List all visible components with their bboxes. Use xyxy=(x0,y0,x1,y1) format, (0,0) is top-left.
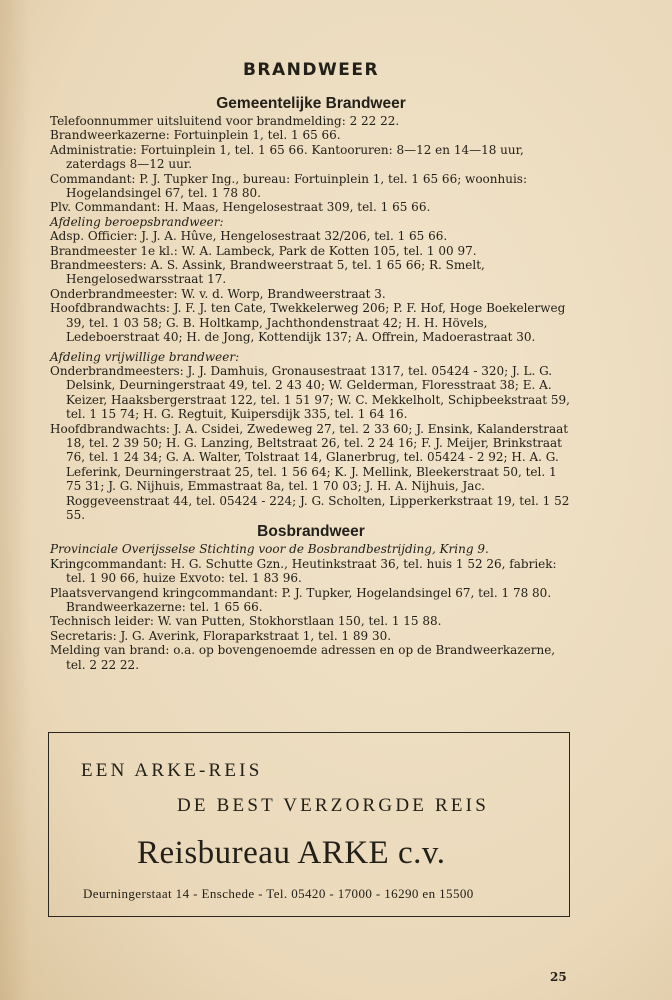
page-edge-shadow xyxy=(0,0,30,1000)
section-heading-gemeentelijk: Gemeentelijke Brandweer xyxy=(216,95,406,112)
ad-company-name: Reisbureau ARKE c.v. xyxy=(137,835,446,871)
entry-line: Brandmeesters: A. S. Assink, Brandweerstraat 5, tel. 1 65 66; R. Smelt, Hengelosedwarsstraat 17. xyxy=(50,258,485,287)
entry-line: Administratie: Fortuinplein 1, tel. 1 65 66. Kantooruren: 8—12 en 14—18 uur, zaterdags 8—12 uur. xyxy=(50,142,524,172)
entry-line: Melding van brand: o.a. op bovengenoemde adressen en op de Brandweerkazerne, tel. 2 22 22. xyxy=(50,643,556,672)
ad-address: Deurningerstaat 14 - Enschede - Tel. 05420 - 17000 - 16290 en 15500 xyxy=(83,886,474,901)
page-number: 25 xyxy=(550,970,567,984)
subsection-heading-vrijwillig: Afdeling vrijwillige brandweer: xyxy=(50,349,240,364)
entry-line: Plaatsvervangend kringcommandant: P. J. Tupker, Hogelandsingel 67, tel. 1 78 80. Brandweerkazerne: tel. 1 65 66. xyxy=(50,585,552,614)
subsection-heading-beroeps: Afdeling beroepsbrandweer: xyxy=(50,214,224,229)
entry-line: Secretaris: J. G. Averink, Floraparkstraat 1, tel. 1 89 30. xyxy=(50,628,392,643)
advertisement-box xyxy=(48,732,570,917)
section-heading-bosbrandweer: Bosbrandweer xyxy=(257,523,365,541)
stichting-line: Provinciale Overijsselse Stichting voor de Bosbrandbestrijding, Kring 9. xyxy=(50,542,489,557)
entry-line: Adsp. Officier: J. J. A. Hûve, Hengelosestraat 32/206, tel. 1 65 66. xyxy=(50,229,448,244)
ad-tagline: DE BEST VERZORGDE REIS xyxy=(177,795,489,816)
document-page xyxy=(50,56,572,672)
entry-line: Plv. Commandant: H. Maas, Hengelosestraat 309, tel. 1 65 66. xyxy=(50,200,431,215)
entry-line: Onderbrandmeester: W. v. d. Worp, Brandweerstraat 3. xyxy=(50,286,386,301)
entry-line: Hoofdbrandwachts: J. A. Csidei, Zwedeweg 27, tel. 2 33 60; J. Ensink, Kalanderstraat 18, tel. 2 39 50; H. G. Lanzing, Beltstraat 26, tel. 2 24 16; F. J. Meijer, Brinkstraat 76, tel. 1 24 34; G. A. Walter, Tolstraat 14, Glanerbrug, tel. 05424 - 2 92; H. A. G. Leferink, Deurningerstraat 25, tel. 1 56 64; K. J. Mellink, Bleekerstraat 50, tel. 1 75 31; J. G. Nijhuis, Emmastraat 8a, tel. 1 70 03; J. H. A. Nijhuis, Jac. Roggeveenstraat 44, tel. 05424 - 224; J. G. Scholten, Lipperkerkstraat 19, tel. 1 52 55. xyxy=(50,421,570,522)
page-title: BRANDWEER xyxy=(242,60,380,80)
entry-line: Onderbrandmeesters: J. J. Damhuis, Gronausestraat 1317, tel. 05424 - 320; J. L. G. Delsink, Deurningerstraat 49, tel. 2 43 40; W. Gelderman, Floresstraat 38; E. A. Keizer, Haaksbergerstraat 122, tel. 1 51 97; W. C. Mekkelholt, Schipbeekstraat 59, tel. 1 15 74; H. G. Regtuit, Kuipersdijk 335, tel. 1 64 16. xyxy=(50,363,570,422)
entry-line: Brandweerkazerne: Fortuinplein 1, tel. 1 65 66. xyxy=(50,128,341,143)
entry-line: Brandmeester 1e kl.: W. A. Lambeck, Park de Kotten 105, tel. 1 00 97. xyxy=(50,243,477,258)
bosbrandweer-block xyxy=(50,542,572,672)
entry-line: Technisch leider: W. van Putten, Stokhorstlaan 150, tel. 1 15 88. xyxy=(50,614,442,629)
entry-line: Telefoonnummer uitsluitend voor brandmelding: 2 22 22. xyxy=(50,114,400,128)
entry-line: Commandant: P. J. Tupker Ing., bureau: Fortuinplein 1, tel. 1 65 66; woonhuis: Hogelandsingel 67, tel. 1 78 80. xyxy=(50,171,527,201)
entry-line: Kringcommandant: H. G. Schutte Gzn., Heutinkstraat 36, tel. huis 1 52 26, fabriek: tel. 1 90 66, huize Exvoto: tel. 1 83 96. xyxy=(50,556,557,586)
entry-line: Hoofdbrandwachts: J. F. J. ten Cate, Twekkelerweg 206; P. F. Hof, Hoge Boekelerweg 39, tel. 1 03 58; G. B. Holtkamp, Jachthondenstraat 42; H. H. Hövels, Ledeboerstraat 40; H. de Jong, Kottendijk 137; A. Offrein, Madoerastraat 30. xyxy=(50,301,566,345)
gemeentelijk-block xyxy=(50,114,572,522)
ad-headline: EEN ARKE-REIS xyxy=(81,760,263,781)
